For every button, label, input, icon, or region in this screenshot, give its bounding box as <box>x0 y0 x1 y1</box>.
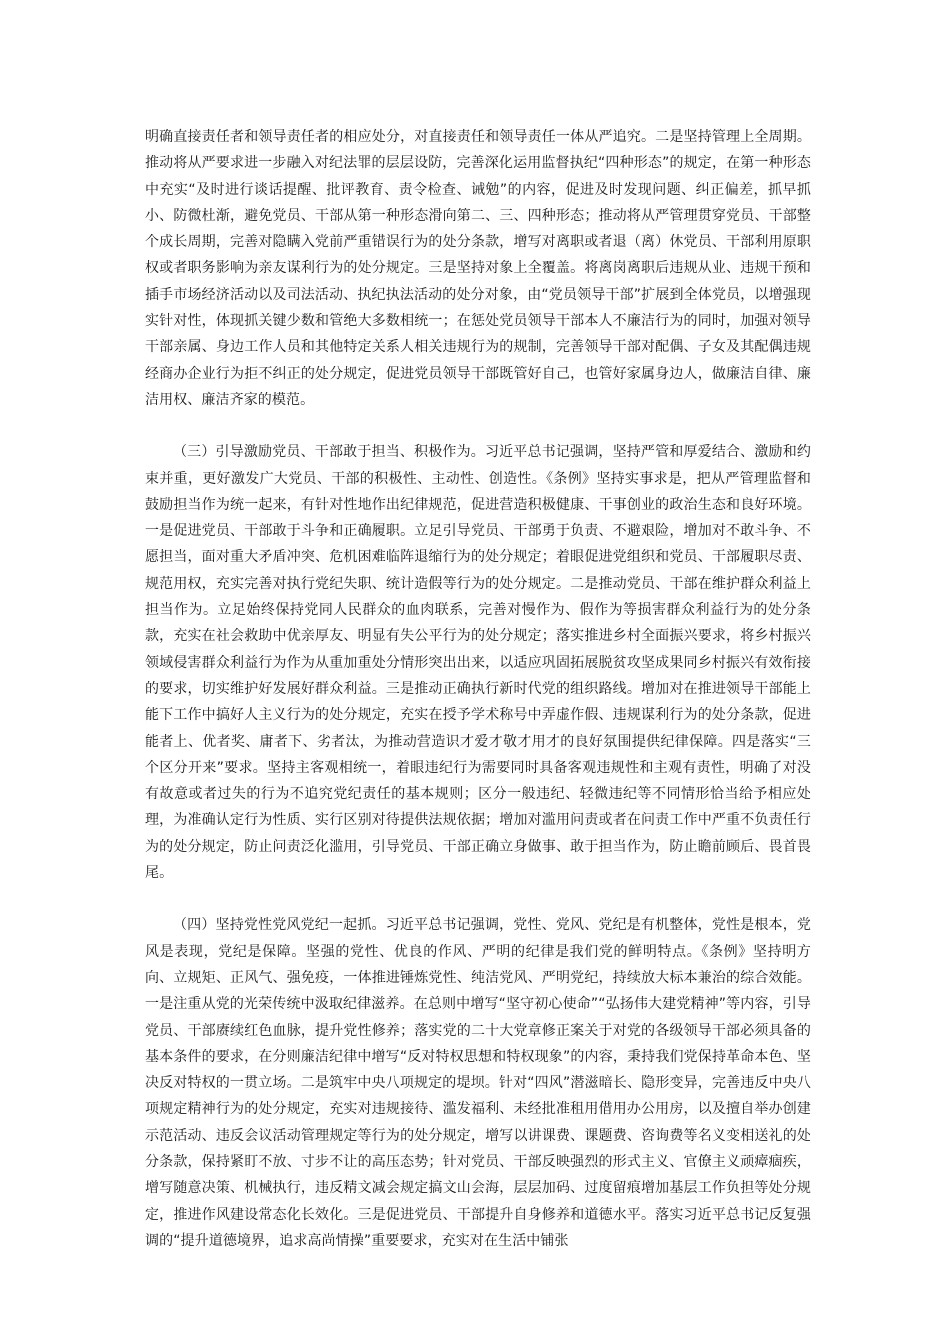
paragraph-section-three: （三）引导激励党员、干部敢于担当、积极作为。习近平总书记强调，坚持严管和厚爱结合、激励和约束并重，更好激发广大党员、干部的积极性、主动性、创造性。《条例》坚持实事求是，把从严管理监督和鼓励担当作为统一起来，有针对性地作出纪律规范，促进营造积极健康、干事创业的政治生态和良好环境。一是促进党员、干部敢于斗争和正确履职。立足引导党员、干部勇于负责、不避艰险，增加对不敢斗争、不愿担当，面对重大矛盾冲突、危机困难临阵退缩行为的处分规定；着眼促进党组织和党员、干部履职尽责、规范用权，充实完善对执行党纪失职、统计造假等行为的处分规定。二是推动党员、干部在维护群众利益上担当作为。立足始终保持党同人民群众的血肉联系，完善对慢作为、假作为等损害群众利益行为的处分条款，充实在社会救助中优亲厚友、明显有失公平行为的处分规定；落实推进乡村全面振兴要求，将乡村振兴领域侵害群众利益行为作为从重加重处分情形突出出来，以适应巩固拓展脱贫攻坚成果同乡村振兴有效衔接的要求，切实维护好发展好群众利益。三是推动正确执行新时代党的组织路线。增加对在推进领导干部能上能下工作中搞好人主义行为的处分规定，充实在授予学术称号中弄虚作假、违规谋利行为的处分条款，促进能者上、优者奖、庸者下、劣者汰，为推动营造识才爱才敬才用才的良好氛围提供纪律保障。四是落实“三个区分开来”要求。坚持主客观相统一，着眼违纪行为需要同时具备客观违规性和主观有责性，明确了对没有故意或者过失的行为不追究党纪责任的基本规则；区分一般违纪、轻微违纪等不同情形恰当给予相应处理，为准确认定行为性质、实行区别对待提供法规依据；增加对滥用问责或者在问责工作中严重不负责任行为的处分规定，防止问责泛化滥用，引导党员、干部正确立身做事、敢于担当作为，防止瞻前顾后、畏首畏尾。 <box>145 444 811 882</box>
paragraph-spacer <box>145 886 811 912</box>
document-body <box>145 124 811 1254</box>
paragraph-continued: 明确直接责任者和领导责任者的相应处分，对直接责任和领导责任一体从严追究。二是坚持管理上全周期。推动将从严要求进一步融入对纪法罪的层层设防，完善深化运用监督执纪“四种形态”的规定，在第一种形态中充实“及时进行谈话提醒、批评教育、责令检查、诫勉”的内容，促进及时发现问题、纠正偏差，抓早抓小、防微杜渐，避免党员、干部从第一种形态滑向第二、三、四种形态；推动将从严管理贯穿党员、干部整个成长周期，完善对隐瞒入党前严重错误行为的处分条款，增写对离职或者退（离）休党员、干部利用原职权或者职务影响为亲友谋利行为的处分规定。三是坚持对象上全覆盖。将离岗离职后违规从业、违规干预和插手市场经济活动以及司法活动、执纪执法活动的处分对象，由“党员领导干部”扩展到全体党员，以增强现实针对性，体现抓关键少数和管绝大多数相统一；在惩处党员领导干部本人不廉洁行为的同时，加强对领导干部亲属、身边工作人员和其他特定关系人相关违规行为的规制，完善领导干部对配偶、子女及其配偶违规经商办企业行为拒不纠正的处分规定，促进党员领导干部既管好自己，也管好家属身边人，做廉洁自律、廉洁用权、廉洁齐家的模范。 <box>145 129 811 408</box>
paragraph-section-four: （四）坚持党性党风党纪一起抓。习近平总书记强调，党性、党风、党纪是有机整体，党性是根本，党风是表现，党纪是保障。坚强的党性、优良的作风、严明的纪律是我们党的鲜明特点。《条例》坚持明方向、立规矩、正风气、强免疫，一体推进锤炼党性、纯洁党风、严明党纪，持续放大标本兼治的综合效能。一是注重从党的光荣传统中汲取纪律滋养。在总则中增写“坚守初心使命”“弘扬伟大建党精神”等内容，引导党员、干部赓续红色血脉，提升党性修养；落实党的二十大党章修正案关于对党的各级领导干部必须具备的基本条件的要求，在分则廉洁纪律中增写“反对特权思想和特权现象”的内容，秉持我们党保持革命本色、坚决反对特权的一贯立场。二是筑牢中央八项规定的堤坝。针对“四风”潜滋暗长、隐形变异，完善违反中央八项规定精神行为的处分规定，充实对违规接待、滥发福利、未经批准租用借用办公用房，以及擅自举办创建示范活动、违反会议活动管理规定等行为的处分规定，增写以讲课费、课题费、咨询费等名义变相送礼的处分条款，保持紧盯不放、寸步不让的高压态势；针对党员、干部反映强烈的形式主义、官僚主义顽瘴痼疾，增写随意决策、机械执行，违反精文减会规定搞文山会海，层层加码、过度留痕增加基层工作负担等处分规定，推进作风建设常态化长效化。三是促进党员、干部提升自身修养和道德水平。落实习近平总书记反复强调的“提升道德境界，追求高尚情操”重要要求，充实对在生活中铺张 <box>145 917 811 1249</box>
paragraph-spacer <box>145 413 811 439</box>
